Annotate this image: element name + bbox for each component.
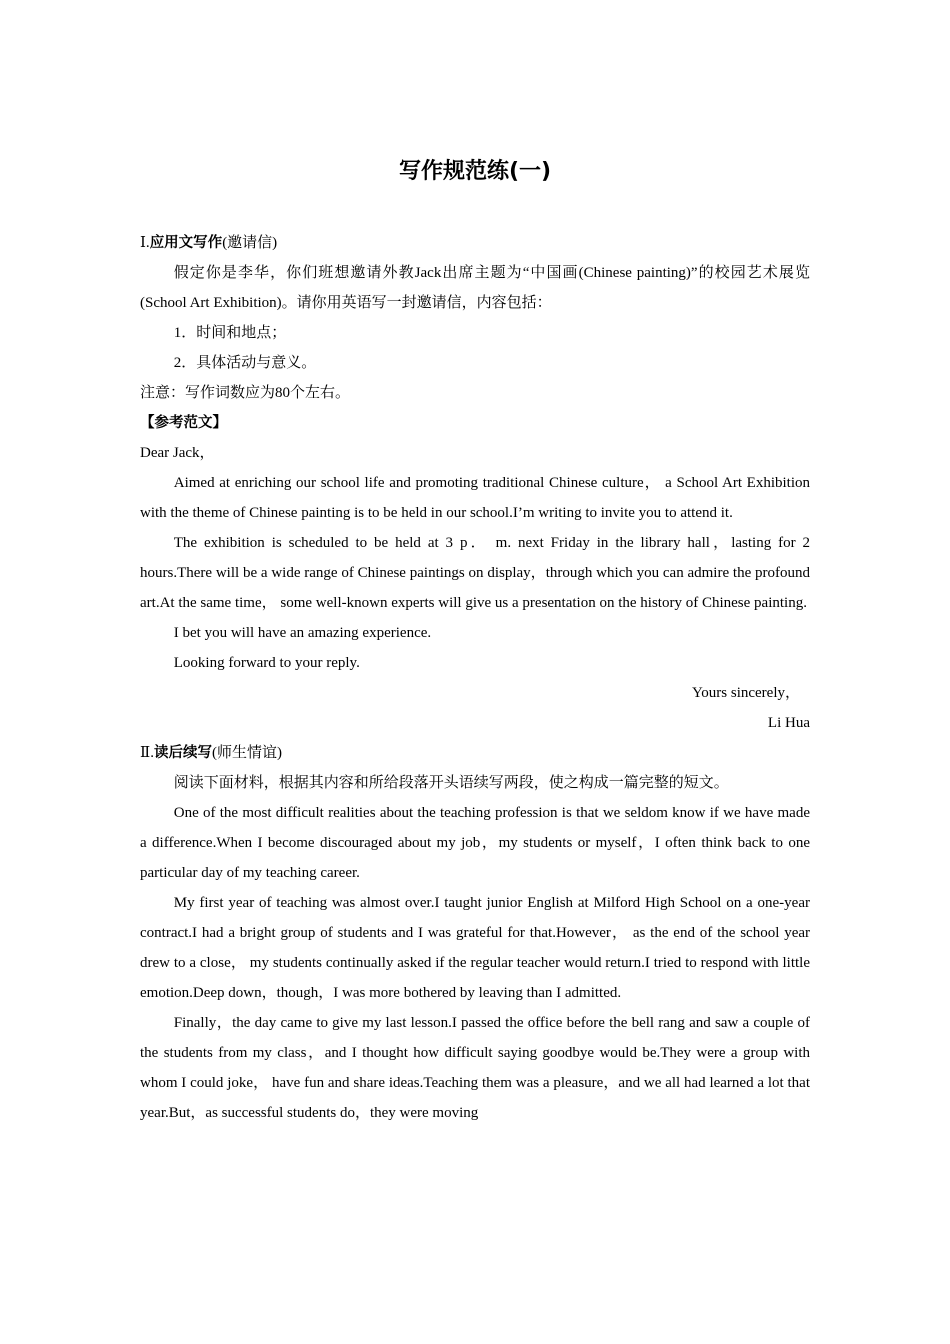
- page-title: 写作规范练(一): [398, 159, 552, 184]
- letter-signature: Li Hua: [767, 715, 810, 731]
- section1-note: 注意：写作词数应为80个左右。: [140, 385, 351, 401]
- letter-greeting: Dear Jack，: [140, 445, 215, 461]
- letter-paragraph: Aimed at enriching our school life and promoting traditional Chinese culture， a School Art Exhibition with the theme of Chinese painting is to be held in our school.I’m writing to invite you to attend it.: [140, 475, 810, 521]
- story-paragraph: Finally，the day came to give my last lesson.I passed the office before the bell rang and saw a couple of the students from my class，and I thought how difficult saying goodbye would be.They were a group with whom I could joke， have fun and share ideas.Teaching them was a pleasure，and we all had learned a lot that year.But，as successful students do，they were moving: [140, 1015, 810, 1121]
- section2-subheading: (师生情谊): [211, 745, 282, 761]
- letter-paragraph: Looking forward to your reply.: [173, 655, 360, 671]
- section1-item-2: 2．具体活动与意义。: [173, 355, 317, 371]
- reference-label: 【参考范文】: [140, 415, 227, 431]
- story-paragraph: My first year of teaching was almost over.I taught junior English at Milford High School on a one-year contract.I had a bright group of students and I was grateful for that.However， as the end of the school year drew to a close， my students continually asked if the regular teacher would return.I tried to respond with little emotion.Deep down，though，I was more bothered by leaving than I admitted.: [140, 895, 810, 1001]
- story-paragraph: One of the most difficult realities about the teaching profession is that we seldom know if we have made a difference.When I become discouraged about my job，my students or myself，I often think back to one particular day of my teaching career.: [140, 805, 810, 881]
- section1-heading: [140, 228, 810, 258]
- section1-subheading: (邀请信): [222, 235, 278, 251]
- section2-heading-text: 读后续写: [153, 745, 212, 761]
- section1-item-1: 1．时间和地点；: [173, 325, 287, 341]
- section1-heading-text: 应用文写作: [149, 235, 223, 251]
- document-body: [140, 228, 810, 1128]
- letter-closing: Yours sincerely，: [691, 685, 800, 701]
- section1-numeral: Ⅰ.: [140, 235, 150, 251]
- letter-paragraph: I bet you will have an amazing experience.: [173, 625, 432, 641]
- letter-paragraph: The exhibition is scheduled to be held at 3 p． m. next Friday in the library hall，lasting for 2 hours.There will be a wide range of Chinese paintings on display，through which you can admire the profound art.At the same time， some well-known experts will give us a presentation on the history of Chinese painting.: [140, 535, 810, 611]
- section2-heading: [140, 738, 810, 768]
- section2-instruction: 阅读下面材料，根据其内容和所给段落开头语续写两段，使之构成一篇完整的短文。: [173, 775, 729, 791]
- section2-numeral: Ⅱ.: [140, 745, 154, 761]
- section1-prompt: 假定你是李华，你们班想邀请外教Jack出席主题为“中国画(Chinese painting)”的校园艺术展览(School Art Exhibition)。请你用英语写一封邀请信，内容包括：: [140, 265, 810, 311]
